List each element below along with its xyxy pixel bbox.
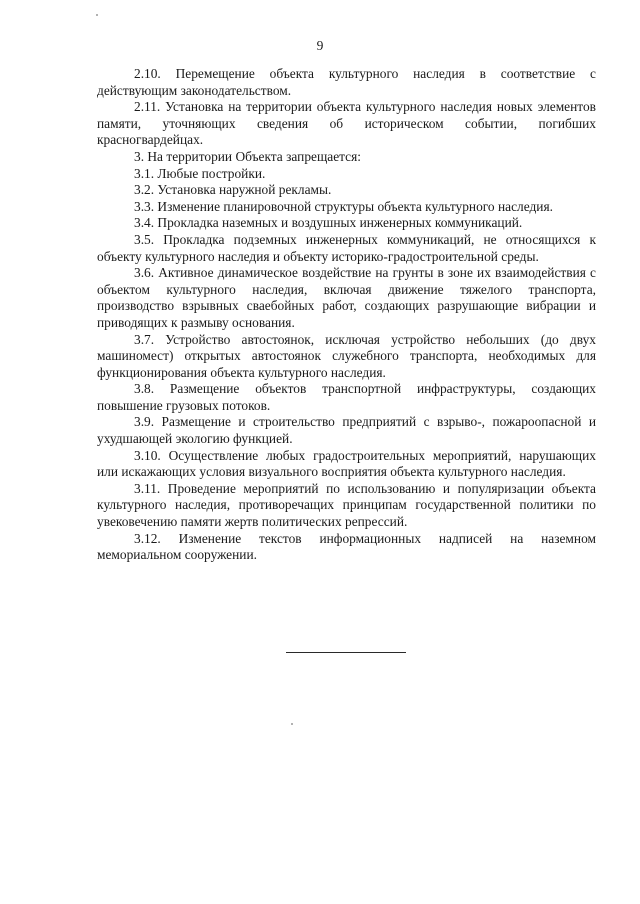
paragraph-3-9: 3.9. Размещение и строительство предприятий с взрыво-, пожароопасной и ухудшающей экологию функцией.: [97, 414, 596, 447]
document-body: [97, 66, 596, 564]
paragraph-3-1: 3.1. Любые постройки.: [134, 165, 266, 181]
paragraph-3: 3. На территории Объекта запрещается:: [134, 148, 361, 164]
scan-speck: [291, 723, 293, 725]
paragraph-3-7: 3.7. Устройство автостоянок, исключая устройство небольших (до двух машиномест) открытых автостоянок служебного транспорта, необходимых для функционирования объекта культурного наследия.: [97, 331, 596, 380]
scan-speck: [96, 14, 98, 16]
page-number: 9: [316, 38, 324, 53]
paragraph-3-6: 3.6. Активное динамическое воздействие на грунты в зоне их взаимодействия с объектом культурного наследия, включая движение тяжелого транспорта, производство взрывных сваебойных работ, создающих разрушающие вибрации и приводящих к размыву основания.: [97, 265, 596, 330]
paragraph-3-2: 3.2. Установка наружной рекламы.: [134, 182, 332, 198]
paragraph-3-10: 3.10. Осуществление любых градостроительных мероприятий, нарушающих или искажающих условия визуального восприятия объекта культурного наследия.: [97, 447, 596, 480]
paragraph-3-5: 3.5. Прокладка подземных инженерных коммуникаций, не относящихся к объекту культурного наследия и объекту историко-градостроительной среды.: [97, 231, 596, 264]
paragraph-3-12: 3.12. Изменение текстов информационных надписей на наземном мемориальном сооружении.: [97, 530, 596, 563]
end-divider-line: [286, 652, 406, 653]
paragraph-2-11: 2.11. Установка на территории объекта культурного наследия новых элементов памяти, уточняющих сведения об историческом событии, погибших красногвардейцах.: [97, 99, 596, 148]
paragraph-3-4: 3.4. Прокладка наземных и воздушных инженерных коммуникаций.: [134, 215, 523, 231]
paragraph-3-3: 3.3. Изменение планировочной структуры объекта культурного наследия.: [134, 198, 553, 214]
paragraph-3-8: 3.8. Размещение объектов транспортной инфраструктуры, создающих повышение грузовых потоков.: [97, 381, 596, 413]
paragraph-2-10: 2.10. Перемещение объекта культурного наследия в соответствие с действующим законодательством.: [97, 66, 596, 98]
paragraph-3-11: 3.11. Проведение мероприятий по использованию и популяризации объекта культурного наследия, противоречащих принципам государственной политики по увековечению памяти жертв политических репрессий.: [97, 480, 596, 530]
